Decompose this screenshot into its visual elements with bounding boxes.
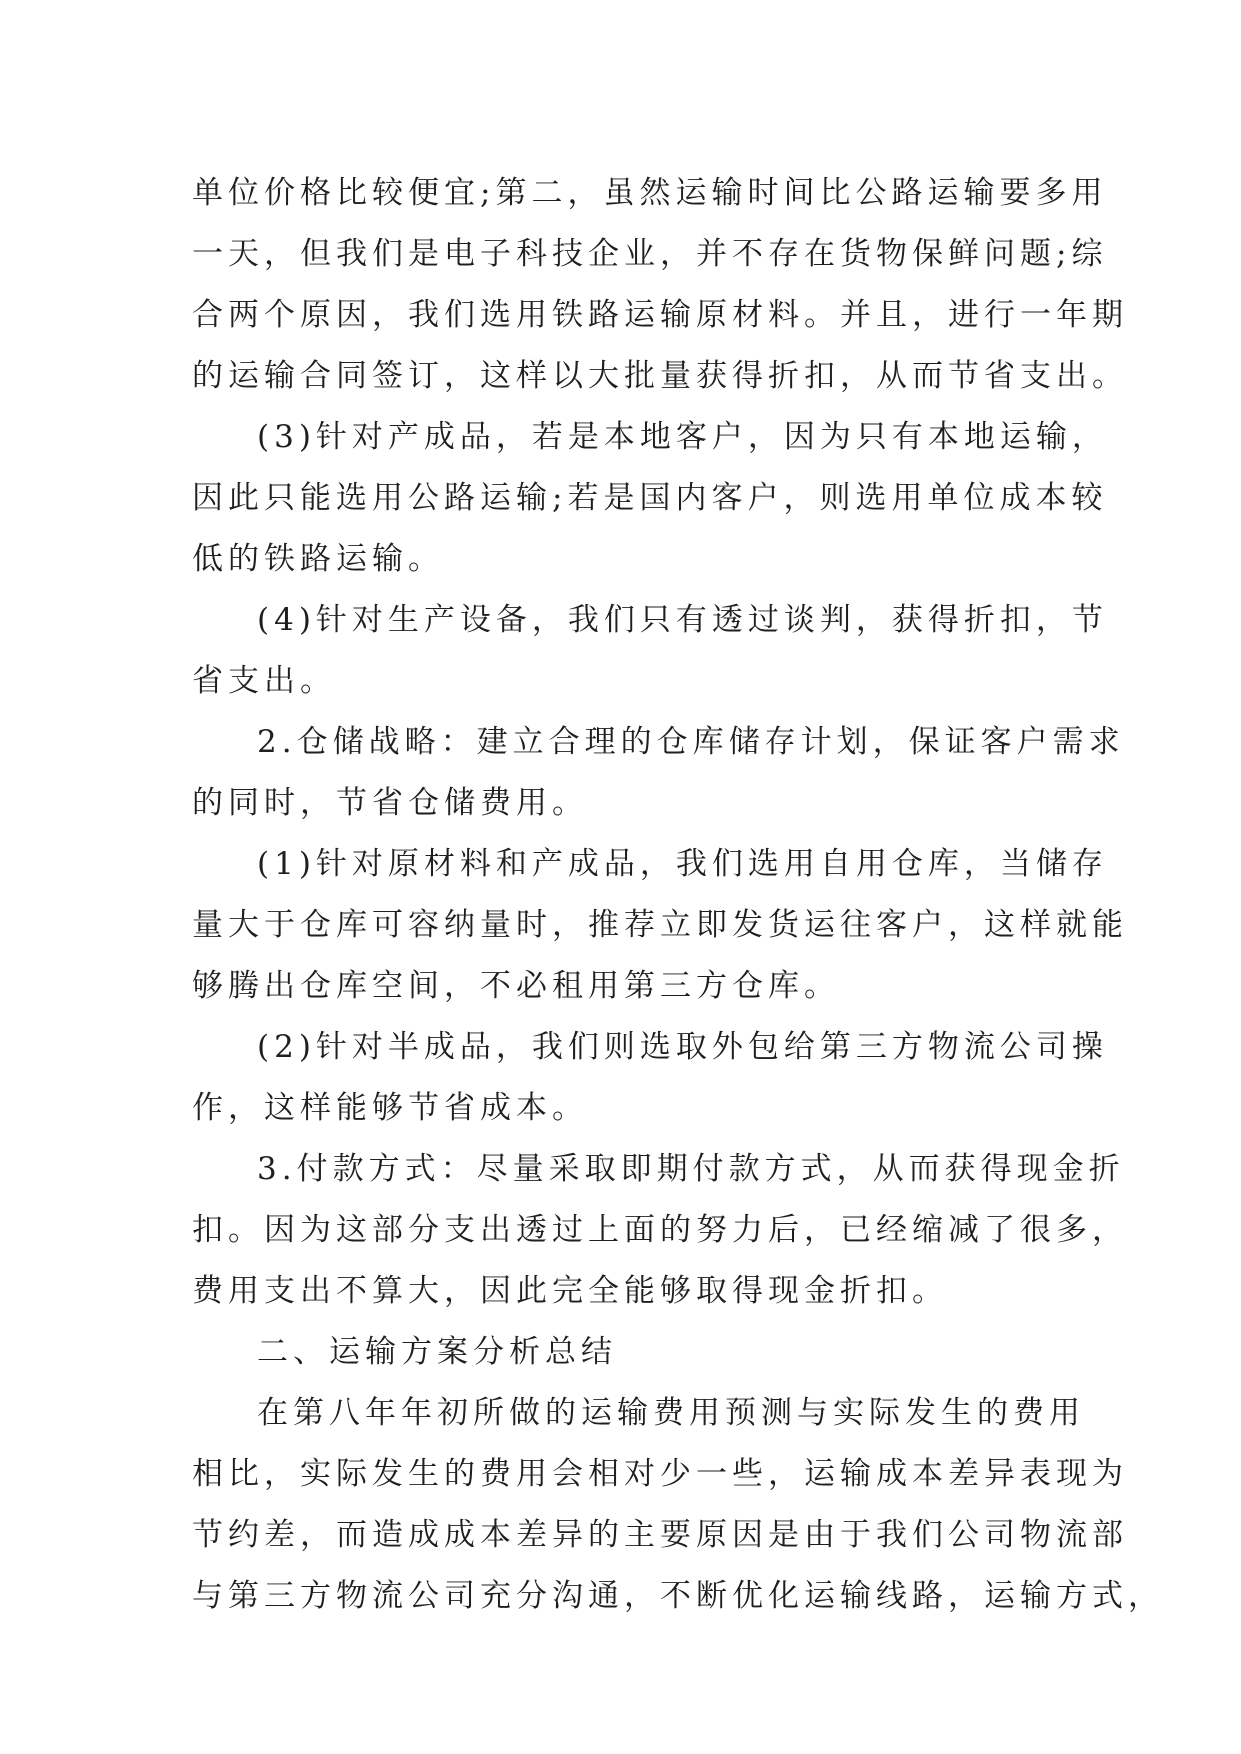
text-line: 3.付款方式：尽量采取即期付款方式，从而获得现金折 <box>257 1151 1125 1187</box>
text-line: 因此只能选用公路运输;若是国内客户，则选用单位成本较 <box>192 480 1108 516</box>
text-line: (1)针对原材料和产成品，我们选用自用仓库，当储存 <box>257 846 1108 882</box>
text-line: 量大于仓库可容纳量时，推荐立即发货运往客户，这样就能 <box>192 907 1128 943</box>
text-line: 作，这样能够节省成本。 <box>192 1090 588 1126</box>
text-line: 够腾出仓库空间，不必租用第三方仓库。 <box>192 968 840 1004</box>
text-line: 2.仓储战略：建立合理的仓库储存计划，保证客户需求 <box>257 724 1125 760</box>
text-line: (3)针对产成品，若是本地客户，因为只有本地运输， <box>257 419 1108 455</box>
text-line: 省支出。 <box>192 663 336 699</box>
text-line: 扣。因为这部分支出透过上面的努力后，已经缩减了很多， <box>192 1212 1128 1248</box>
text-line: 费用支出不算大，因此完全能够取得现金折扣。 <box>192 1273 948 1309</box>
text-line: 的运输合同签订，这样以大批量获得折扣，从而节省支出。 <box>192 358 1128 394</box>
text-line: 相比，实际发生的费用会相对少一些，运输成本差异表现为 <box>192 1456 1128 1492</box>
text-line: 一天，但我们是电子科技企业，并不存在货物保鲜问题;综 <box>192 236 1108 272</box>
text-line: 节约差，而造成成本差异的主要原因是由于我们公司物流部 <box>192 1517 1128 1553</box>
text-line: (2)针对半成品，我们则选取外包给第三方物流公司操 <box>257 1029 1108 1065</box>
text-line: 合两个原因，我们选用铁路运输原材料。并且，进行一年期 <box>192 297 1128 333</box>
text-line: (4)针对生产设备，我们只有透过谈判，获得折扣，节 <box>257 602 1108 638</box>
section-heading: 二、运输方案分析总结 <box>257 1334 617 1370</box>
document-body <box>192 163 1164 1627</box>
text-line: 与第三方物流公司充分沟通，不断优化运输线路，运输方式， <box>192 1578 1164 1614</box>
text-line: 的同时，节省仓储费用。 <box>192 785 588 821</box>
text-line: 单位价格比较便宜;第二，虽然运输时间比公路运输要多用 <box>192 175 1108 211</box>
text-line: 在第八年年初所做的运输费用预测与实际发生的费用 <box>257 1395 1085 1431</box>
text-line: 低的铁路运输。 <box>192 541 444 577</box>
